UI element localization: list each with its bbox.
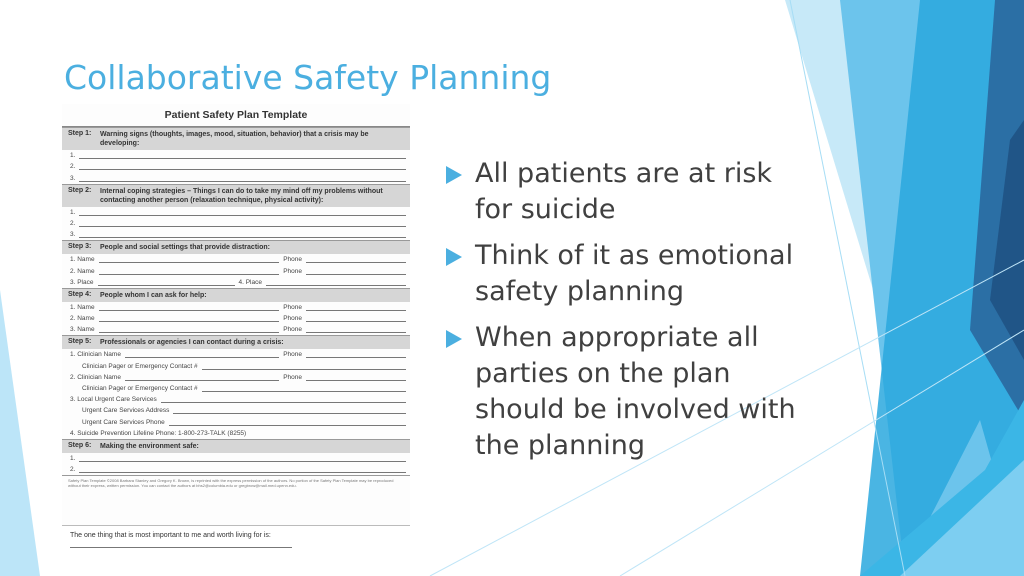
form-line: Urgent Care Services Phone [62,416,410,427]
form-line: 2. [62,464,410,475]
form-line: 3. [62,172,410,183]
triangle-bullet-icon [446,320,475,464]
form-line: 2. Clinician Name Phone [62,372,410,383]
step-2-header [62,184,410,207]
form-copyright-footnote: Safety Plan Template ©2008 Barbara Stanley and Gregory K. Brown, is reprinted with the express permission of the authors. No portion of the Safety Plan Template may be reproduced without their express, written permission. You can contact the authors at bhs2@columbia.edu or gregbrow@mail.med.upenn.edu. [62,475,410,489]
step-number: Step 2: [68,186,92,194]
form-line: 3. [62,229,410,240]
closing-line [70,547,292,548]
bullet-text: When appropriate all parties on the plan should be involved with the planning [475,322,796,461]
form-line: 1. Name Phone [62,302,410,313]
form-line: 1. [62,453,410,464]
bullet-text: Think of it as emotional safety planning [475,240,794,307]
form-line: 3. Name Phone [62,324,410,335]
bullet-item [446,156,796,228]
form-line: Clinician Pager or Emergency Contact # [62,383,410,394]
step-number: Step 5: [68,338,92,346]
step-number: Step 4: [68,290,92,298]
step-text: People and social settings that provide distraction: [100,244,270,252]
step-4-header [62,288,410,302]
form-line: 1. Name Phone [62,254,410,265]
form-line: 2. Name Phone [62,265,410,276]
bullet-list [446,156,796,474]
form-title: Patient Safety Plan Template [164,109,308,121]
step-number: Step 6: [68,441,92,449]
form-line: 2. Name Phone [62,313,410,324]
form-closing-prompt [70,532,400,548]
step-number: Step 1: [68,130,92,137]
form-line: Clinician Pager or Emergency Contact # [62,360,410,371]
step-1-header [62,127,410,150]
step-text: Warning signs (thoughts, images, mood, situation, behavior) that a crisis may be developing: [100,131,369,147]
step-text: People whom I can ask for help: [100,291,207,299]
form-line: 1. Clinician Name Phone [62,349,410,360]
bullet-item [446,320,796,464]
triangle-bullet-icon [446,238,475,310]
safety-plan-template-image [62,104,410,526]
step-number: Step 3: [68,243,92,251]
form-line: 2. [62,161,410,172]
form-body [62,126,410,489]
step-6-header [62,439,410,453]
bullet-text: All patients are at risk for suicide [475,158,773,225]
form-line: 1. [62,150,410,161]
step-3-header [62,240,410,254]
form-line: 4. Suicide Prevention Lifeline Phone: 1-800-273-TALK (8255) [70,429,247,437]
slide-title: Collaborative Safety Planning [64,58,552,97]
form-line: 2. [62,218,410,229]
form-line: 3. Place 4. Place [62,277,410,288]
left-accent-shape [0,290,40,576]
step-5-header [62,335,410,349]
form-line: 3. Local Urgent Care Services [62,394,410,405]
bullet-item [446,238,796,310]
step-text: Professionals or agencies I can contact during a crisis: [100,339,284,347]
step-text: Internal coping strategies – Things I can do to take my mind off my problems without contacting another person (relaxation technique, physical activity): [100,187,383,204]
triangle-bullet-icon [446,156,475,228]
form-line: 1. [62,207,410,218]
closing-text: The one thing that is most important to me and worth living for is: [70,532,271,539]
step-text: Making the environment safe: [100,442,199,450]
form-line: Urgent Care Services Address [62,405,410,416]
